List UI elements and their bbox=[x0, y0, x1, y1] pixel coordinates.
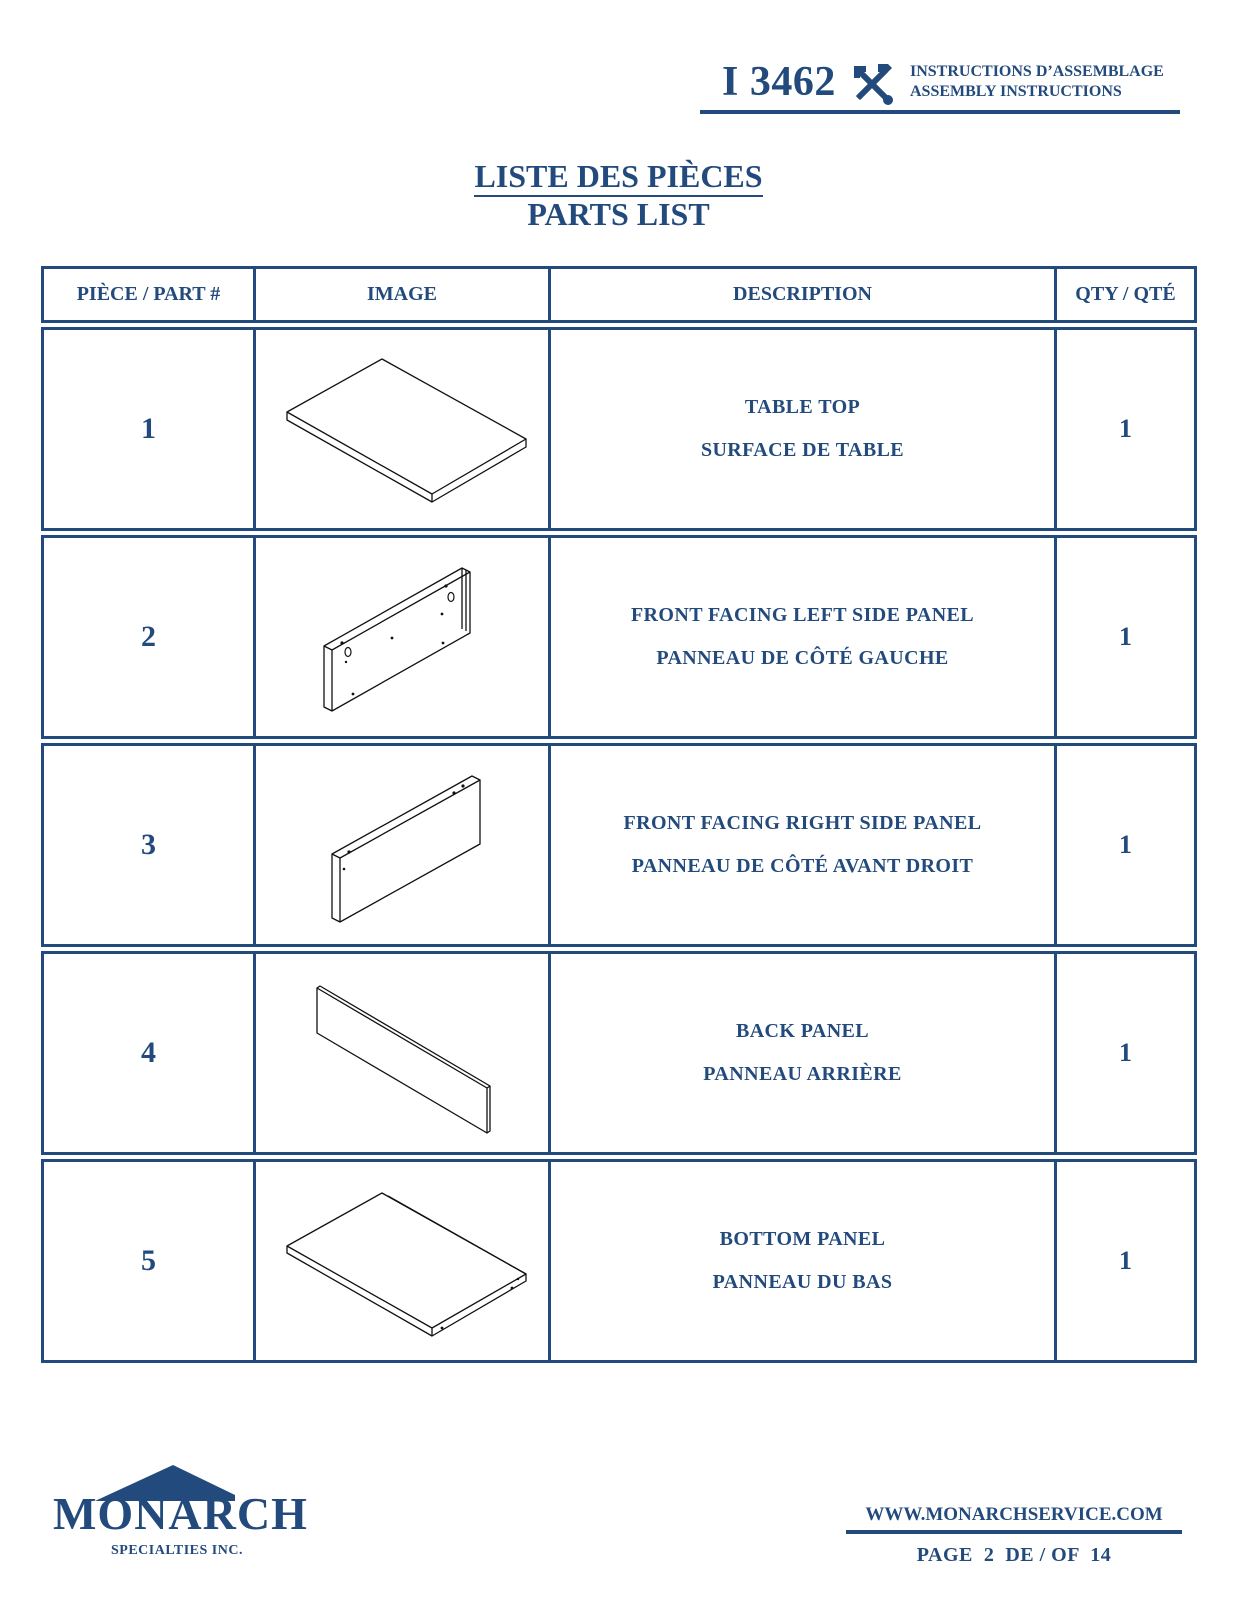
description-french: SURFACE DE TABLE bbox=[700, 439, 905, 461]
part-quantity: 1 bbox=[1054, 535, 1197, 739]
document-header bbox=[700, 56, 1180, 114]
logo-subtitle: SPECIALTIES INC. bbox=[111, 1543, 243, 1558]
part-number: 5 bbox=[41, 1159, 256, 1363]
part-number: 2 bbox=[41, 535, 256, 739]
part-image bbox=[253, 1159, 551, 1363]
left-side-panel-illustration bbox=[262, 542, 542, 732]
logo-wordmark: MONARCH bbox=[53, 1488, 308, 1539]
title-english: PARTS LIST bbox=[527, 196, 710, 232]
header-titles bbox=[910, 62, 1164, 102]
table-row bbox=[41, 327, 1197, 531]
right-side-panel-illustration bbox=[262, 750, 542, 940]
description-english: FRONT FACING LEFT SIDE PANEL bbox=[630, 604, 975, 626]
part-image bbox=[253, 743, 551, 947]
description-english: TABLE TOP bbox=[744, 396, 861, 418]
description-french: PANNEAU DE CÔTÉ AVANT DROIT bbox=[631, 855, 974, 877]
part-description bbox=[548, 1159, 1057, 1363]
header-line-fr: INSTRUCTIONS D’ASSEMBLAGE bbox=[910, 63, 1164, 80]
table-row bbox=[41, 951, 1197, 1155]
part-description bbox=[548, 951, 1057, 1155]
part-number: 3 bbox=[41, 743, 256, 947]
title-french-text: LISTE DES PIÈCES bbox=[474, 158, 762, 197]
description-english: BOTTOM PANEL bbox=[719, 1228, 886, 1250]
part-number: 1 bbox=[41, 327, 256, 531]
table-row bbox=[41, 535, 1197, 739]
table-header-row bbox=[41, 266, 1197, 323]
table-row bbox=[41, 743, 1197, 947]
part-image bbox=[253, 535, 551, 739]
header-rule bbox=[700, 110, 1180, 114]
parts-table bbox=[41, 266, 1197, 1367]
header-part: PIÈCE / PART # bbox=[41, 266, 256, 323]
back-panel-illustration bbox=[262, 958, 542, 1148]
monarch-logo bbox=[53, 1465, 308, 1558]
part-description bbox=[548, 327, 1057, 531]
part-quantity: 1 bbox=[1054, 743, 1197, 947]
description-french: PANNEAU DE CÔTÉ GAUCHE bbox=[656, 647, 949, 669]
header-description: DESCRIPTION bbox=[548, 266, 1057, 323]
footer-rule bbox=[846, 1530, 1182, 1534]
description-french: PANNEAU ARRIÈRE bbox=[703, 1063, 902, 1085]
header-image: IMAGE bbox=[253, 266, 551, 323]
part-image bbox=[253, 951, 551, 1155]
part-image bbox=[253, 327, 551, 531]
header-line-en: ASSEMBLY INSTRUCTIONS bbox=[910, 83, 1122, 100]
part-quantity: 1 bbox=[1054, 1159, 1197, 1363]
table-row bbox=[41, 1159, 1197, 1363]
table-top-illustration bbox=[262, 334, 542, 524]
description-french: PANNEAU DU BAS bbox=[712, 1271, 893, 1293]
website-link[interactable]: WWW.MONARCHSERVICE.COM bbox=[865, 1504, 1163, 1525]
part-number: 4 bbox=[41, 951, 256, 1155]
page-number: PAGE 2 DE / OF 14 bbox=[916, 1544, 1112, 1566]
description-english: BACK PANEL bbox=[735, 1020, 870, 1042]
part-description bbox=[548, 535, 1057, 739]
title-french bbox=[0, 158, 1237, 195]
bottom-panel-illustration bbox=[262, 1166, 542, 1356]
part-quantity: 1 bbox=[1054, 327, 1197, 531]
description-english: FRONT FACING RIGHT SIDE PANEL bbox=[623, 812, 982, 834]
header-qty: QTY / QTÉ bbox=[1054, 266, 1197, 323]
part-description bbox=[548, 743, 1057, 947]
model-number: I 3462 bbox=[722, 59, 836, 105]
part-quantity: 1 bbox=[1054, 951, 1197, 1155]
tools-icon bbox=[850, 62, 894, 106]
